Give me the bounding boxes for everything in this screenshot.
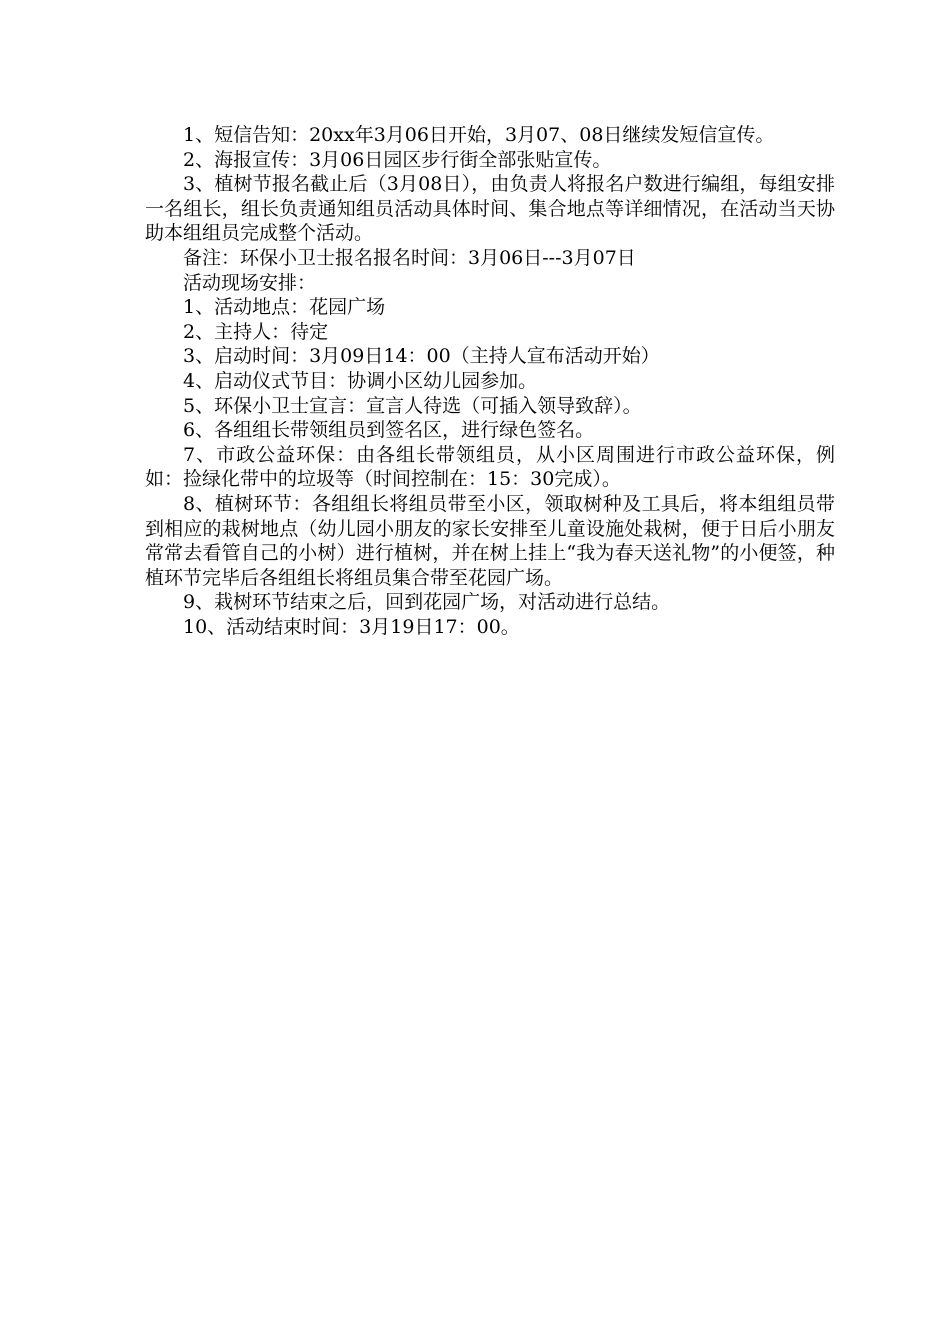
paragraph-signing: 6、各组组长带领组员到签名区，进行绿色签名。 (183, 419, 595, 442)
paragraph-onsite-heading: 活动现场安排： (183, 271, 317, 294)
paragraph-declaration: 5、环保小卫士宣言：宣言人待选（可插入领导致辞）。 (183, 394, 642, 417)
paragraph-start-time: 3、启动时间：3月09日14：00（主持人宣布活动开始） (183, 345, 660, 368)
paragraph-registration-deadline: 3、植树节报名截止后（3月08日），由负责人将报名户数进行编组，每组安排一名组长，组长负责通知组员活动具体时间、集合地点等详细情况，在活动当天协助本组组员完成整个活动。 (145, 173, 835, 245)
paragraph-poster: 2、海报宣传：3月06日园区步行街全部张贴宣传。 (183, 148, 612, 171)
paragraph-venue: 1、活动地点：花园广场 (183, 296, 386, 319)
paragraph-remark: 备注：环保小卫士报名报名时间：3月06日---3月07日 (183, 246, 636, 269)
paragraph-tree-planting: 8、植树环节：各组组长将组员带至小区，领取树种及工具后，将本组组员带到相应的栽树地点（幼儿园小朋友的家长安排至儿童设施处栽树，便于日后小朋友常常去看管自己的小树）进行植树，并在树上挂上“我为春天送礼物”的小便签，种植环节完毕后各组组长将组员集合带至花园广场。 (145, 492, 835, 589)
paragraph-ceremony: 4、启动仪式节目：协调小区幼儿园参加。 (183, 369, 538, 392)
paragraph-public-welfare: 7、市政公益环保：由各组长带领组员，从小区周围进行市政公益环保，例如：捡绿化带中的垃圾等（时间控制在：15：30完成）。 (145, 443, 835, 491)
paragraph-host: 2、主持人：待定 (183, 320, 329, 343)
paragraph-summary: 9、栽树环节结束之后，回到花园广场，对活动进行总结。 (183, 591, 671, 614)
document-body (145, 123, 835, 639)
paragraph-end-time: 10、活动结束时间：3月19日17：00。 (183, 615, 520, 638)
paragraph-sms-notice: 1、短信告知：20xx年3月06日开始，3月07、08日继续发短信宣传。 (183, 124, 775, 146)
